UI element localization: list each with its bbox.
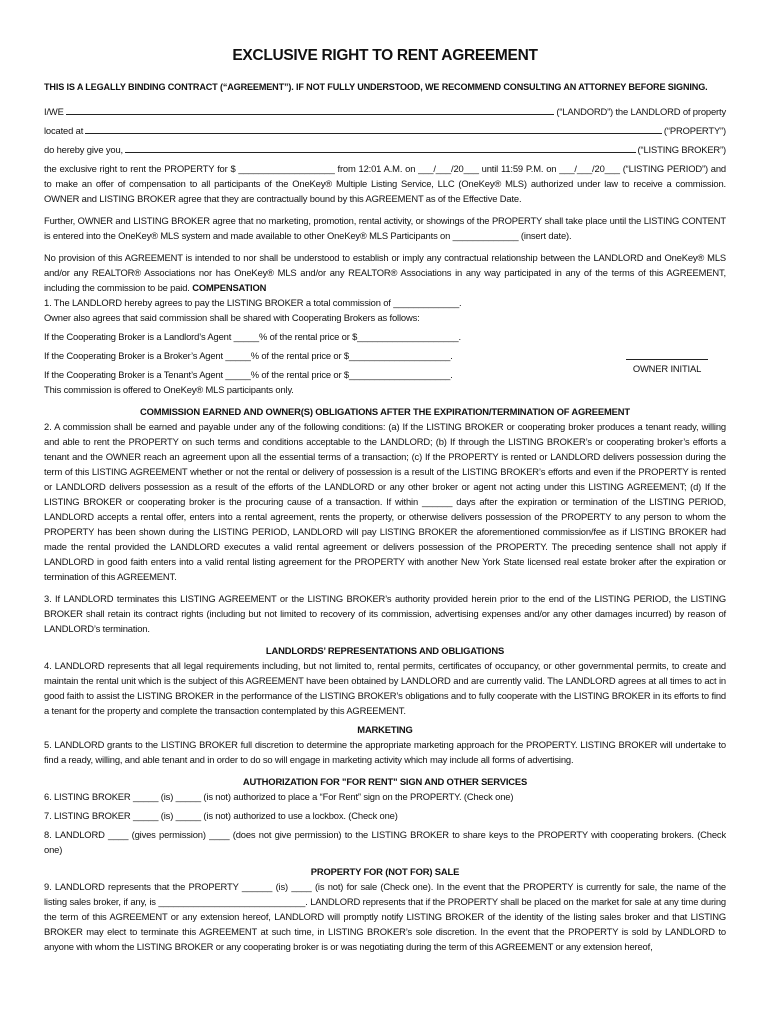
landlord-suffix: (“LANDORD”) the LANDLORD of property <box>556 106 726 117</box>
clause-6: 6. LISTING BROKER _____ (is) _____ (is not) authorized to place a “For Rent” sign on the PROPERTY. (Check one) <box>44 791 514 802</box>
clause-3: 3. If LANDLORD terminates this LISTING AGREEMENT or the LISTING BROKER’s authority provided herein prior to the end of the LISTING PERIOD, the LISTING BROKER shall retain its contract rights (including but not limited to recovery of its commission, advertising expenses and/or any other damages incurred) by reason of LANDLORD’s termination. <box>44 593 726 634</box>
tenant-agent-commission: If the Cooperating Broker is a Tenant’s Agent _____% of the rental price or $____________________. <box>44 369 453 380</box>
landlord-agent-commission: If the Cooperating Broker is a Landlord’s Agent _____% of the rental price or $____________________. <box>44 331 461 342</box>
compensation-heading: COMPENSATION <box>192 282 267 293</box>
broker-prefix: do hereby give you, <box>44 144 123 155</box>
provision-text: No provision of this AGREEMENT is intended to nor shall be understood to establish or imply any contractual relationship between the LANDLORD and OneKey® MLS and/or any REALTOR® Associations nor has OneKey® MLS and/or any REALTOR® Associations in any way participated in any of the terms of this AGREEMENT, including the commission to be paid. <box>44 252 726 293</box>
document-title: EXCLUSIVE RIGHT TO RENT AGREEMENT <box>232 47 538 64</box>
clause-2: 2. A commission shall be earned and payable under any of the following conditions: (a) If the LISTING BROKER or cooperating broker produces a tenant ready, willing and able to rent the PROPERTY on such terms and conditions acceptable to the LANDLORD; (b) If through the LISTING BROKER’s or cooperating broker’s efforts a tenant and the OWNER reach an agreement upon all the essential terms of a transaction; (c) If the PROPERTY is rented or LANDLORD delivers possession during the term of this LISTING AGREEMENT whether or not the rental or delivery of possession is a result of the LISTING BROKER’s efforts and even if the PROPERTY is rented or LANDLORD delivers possession as a result of the efforts of the LANDLORD or any other broker or agent not acting under this LISTING AGREEMENT; (d) If the LISTING BROKER or cooperating broker is the procuring cause of a transaction. If within ______ days after the expiration or termination of the LISTING PERIOD, LANDLORD accepts a rental offer, enters into a rental agreement, rents the property, or otherwise delivers possession of the PROPERTY to any person to whom the PROPERTY has been shown during the LISTING PERIOD, LANDLORD will pay LISTING BROKER the aforementioned commission/fee as if LISTING BROKER had made the rental provided the LANDLORD executes a valid rental agreement or delivers possession of the PROPERTY. The preceding sentence shall not apply if LANDLORD in good faith enters into a valid rental listing agreement for the PROPERTY with another New York State licensed real estate broker after the expiration or termination of this AGREEMENT. <box>44 421 726 582</box>
expiration-heading: COMMISSION EARNED AND OWNER(S) OBLIGATIONS AFTER THE EXPIRATION/TERMINATION OF AGREEMENT <box>140 406 630 417</box>
further-paragraph: Further, OWNER and LISTING BROKER agree that no marketing, promotion, rental activity, or showings of the PROPERTY shall take place until the LISTING CONTENT is entered into the OneKey® MLS system and made available to other OneKey® MLS Participants on _____________ (insert date). <box>44 215 726 241</box>
sale-heading: PROPERTY FOR (NOT FOR) SALE <box>310 866 460 877</box>
tenant-agent-row <box>44 363 726 382</box>
broker-agent-commission: If the Cooperating Broker is a Broker’s Agent _____% of the rental price or $____________________. <box>44 350 453 361</box>
commission-offered-text: This commission is offered to OneKey® MLS participants only. <box>44 384 294 395</box>
sign-heading: AUTHORIZATION FOR "FOR RENT" SIGN AND OTHER SERVICES <box>242 776 528 787</box>
broker-name-blank[interactable] <box>125 151 636 153</box>
property-prefix: located at <box>44 125 84 136</box>
broker-suffix: (“LISTING BROKER”) <box>637 144 726 155</box>
commission-clause-1: 1. The LANDLORD hereby agrees to pay the LISTING BROKER a total commission of _____________. <box>44 297 462 308</box>
property-suffix: (“PROPERTY”) <box>663 125 726 136</box>
broker-line <box>44 142 726 157</box>
intro-paragraph: the exclusive right to rent the PROPERTY for $ ___________________ from 12:01 A.M. on ___/___/20___ until 11:59 P.M. on ___/___/20___ (“LISTING PERIOD”) and to make an offer of compensation to all participants of the OneKey® Multiple Listing Service, LLC (OneKey® MLS) authorized under law to receive a commission. OWNER and LISTING BROKER agree that they are contractually bound by this AGREEMENT as of the Effective Date. <box>44 163 726 204</box>
clause-5: 5. LANDLORD grants to the LISTING BROKER full discretion to determine the appropriate marketing approach for the PROPERTY. LISTING BROKER will undertake to find a ready, willing, and able tenant and in order to do so will engage in marketing activity which may include all forms of advertising. <box>44 739 726 765</box>
landlords-heading: LANDLORDS’ REPRESENTATIONS AND OBLIGATIONS <box>265 645 505 656</box>
clause-9: 9. LANDLORD represents that the PROPERTY ______ (is) ____ (is not) for sale (Check one). In the event that the PROPERTY is currently for sale, the name of the listing sales broker, if any, is _____________________________. LANDLORD represents that if the PROPERTY shall be placed on the market for sale at any time during the term of this AGREEMENT or any extension hereof, LANDLORD will promptly notify LISTING BROKER of the identity of the listing sales broker and that LISTING BROKER may elect to terminate this AGREEMENT at such time, in LISTING BROKER’s sole discretion. In the event that the PROPERTY is sold by LANDLORD to anyone with whom the LISTING BROKER or any cooperating broker is or was negotiating during the term of this AGREEMENT or any extension hereof, <box>44 881 726 952</box>
marketing-heading: MARKETING <box>357 724 413 735</box>
legal-warning: THIS IS A LEGALLY BINDING CONTRACT (“AGREEMENT”). IF NOT FULLY UNDERSTOOD, WE RECOMMEND CONSULTING AN ATTORNEY BEFORE SIGNING. <box>44 82 708 92</box>
agreement-body <box>44 46 726 954</box>
clause-7: 7. LISTING BROKER _____ (is) _____ (is not) authorized to use a lockbox. (Check one) <box>44 810 398 821</box>
landlord-prefix: I/WE <box>44 106 64 117</box>
landlord-line <box>44 104 726 119</box>
property-line <box>44 123 726 138</box>
property-address-blank[interactable] <box>85 132 662 134</box>
provision-paragraph <box>44 250 726 295</box>
landlord-name-blank[interactable] <box>66 113 555 115</box>
clause-8: 8. LANDLORD ____ (gives permission) ____ (does not give permission) to the LISTING BROKER to share keys to the PROPERTY with cooperating brokers. (Check one) <box>44 829 726 855</box>
owner-initial-field[interactable]: OWNER INITIAL <box>626 359 708 376</box>
commission-shared-text: Owner also agrees that said commission shall be shared with Cooperating Brokers as follows: <box>44 312 420 323</box>
clause-4: 4. LANDLORD represents that all legal requirements including, but not limited to, rental permits, certificates of occupancy, or other governmental permits, to create and maintain the rental unit which is the subject of this AGREEMENT have been obtained by LANDLORD and are currently valid. The LANDLORD agrees at all times to act in good faith to assist the LISTING BROKER in the performance of the LISTING BROKER’s obligations and to fully cooperate with the LISTING BROKER in its efforts to find a tenant for the property and complete the transaction contemplated by this AGREEMENT. <box>44 660 726 716</box>
